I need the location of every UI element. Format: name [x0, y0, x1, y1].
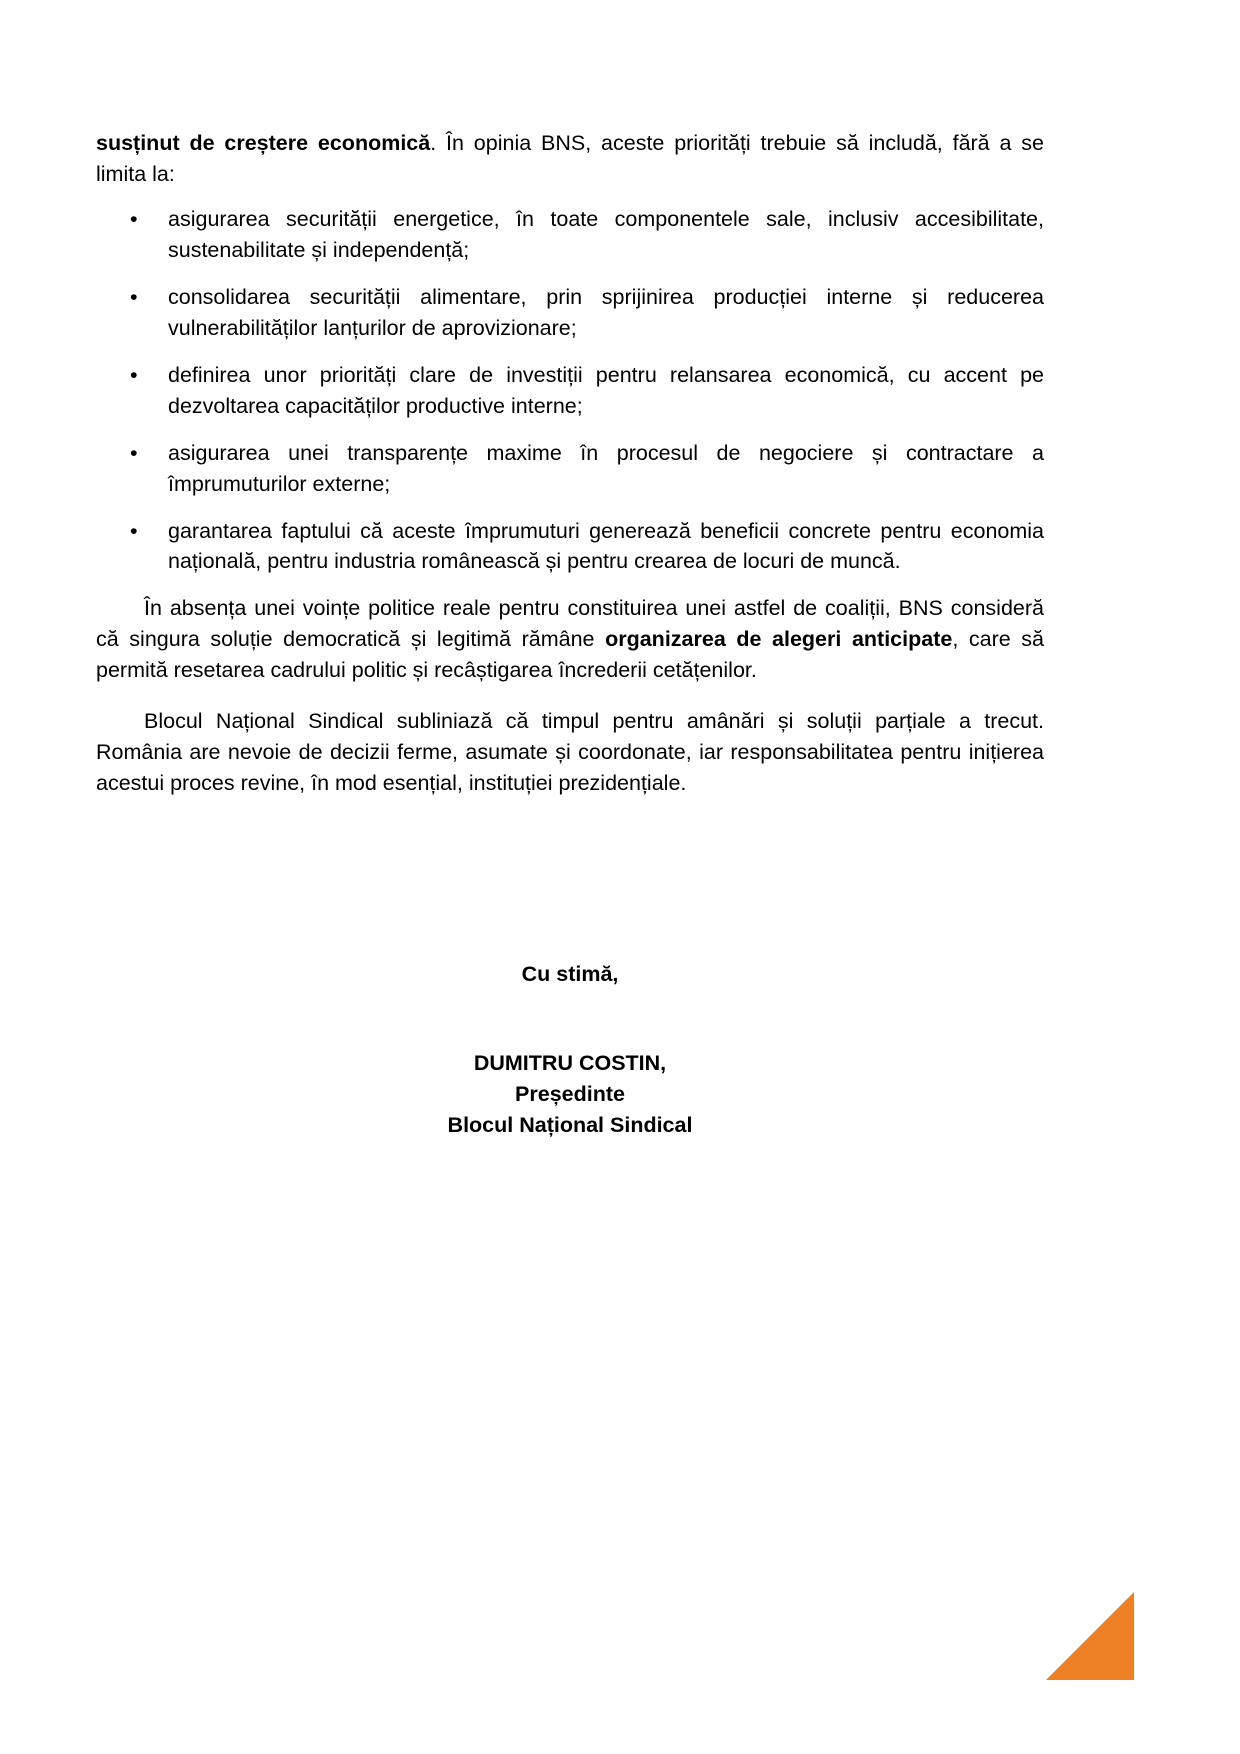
- orange-triangle-icon: [1046, 1592, 1134, 1680]
- list-item: [96, 204, 1044, 266]
- list-item: [96, 360, 1044, 422]
- list-item-text: asigurarea securității energetice, în toate componentele sale, inclusiv accesibilitate, sustenabilitate și independență;: [168, 206, 1044, 262]
- bullet-icon: •: [130, 362, 138, 387]
- intro-paragraph: [96, 128, 1044, 190]
- priorities-list: [96, 204, 1044, 578]
- list-item: [96, 516, 1044, 578]
- signature-details: [96, 1048, 1044, 1141]
- intro-rest: . În opinia BNS, aceste priorități trebuie să includă, fără a se limita la:: [96, 131, 1044, 186]
- paragraph-bold-phrase: organizarea de alegeri anticipate: [605, 627, 953, 652]
- intro-bold-lead: susținut de creștere economică: [96, 131, 431, 155]
- paragraph-text-after: , care să permită resetarea cadrului politic și recâștigarea încrederii cetățenilor.: [96, 627, 1044, 683]
- document-body: [96, 128, 1044, 1141]
- list-item-text: definirea unor priorități clare de investiții pentru relansarea economică, cu accent pe dezvoltarea capacităților productive interne;: [168, 362, 1044, 418]
- list-item-text: consolidarea securității alimentare, prin sprijinirea producției interne și reducerea vulnerabilităților lanțurilor de aprovizionare;: [168, 284, 1044, 340]
- signature-block: [96, 959, 1044, 1141]
- bullet-icon: •: [130, 518, 138, 543]
- list-item-text: asigurarea unei transparențe maxime în procesul de negociere și contractare a împrumuturilor externe;: [168, 440, 1044, 496]
- paragraph-text-before: În absența unei voințe politice reale pentru constituirea unei astfel de coaliții, BNS consideră că singura soluție democratică și legitimă rămâne: [96, 596, 1044, 652]
- signature-organization: Blocul Național Sindical: [447, 1113, 693, 1138]
- list-item: [96, 438, 1044, 500]
- bullet-icon: •: [130, 284, 138, 309]
- corner-triangle-decoration: [1046, 1592, 1134, 1680]
- signature-name: DUMITRU COSTIN,: [473, 1051, 667, 1076]
- paragraph-anticipated-elections: [96, 593, 1044, 686]
- paragraph-closing: Blocul Național Sindical subliniază că timpul pentru amânări și soluții parțiale a trecut. România are nevoie de decizii ferme, asumate și coordonate, iar responsabilitatea pentru inițierea acestui proces revine, în mod esențial, instituției prezidențiale.: [96, 709, 1044, 796]
- bullet-icon: •: [130, 440, 138, 465]
- signature-role: Președinte: [515, 1082, 625, 1107]
- list-item: [96, 282, 1044, 344]
- bullet-icon: •: [130, 206, 138, 231]
- signature-greeting: Cu stimă,: [521, 962, 619, 987]
- list-item-text: garantarea faptului că aceste împrumuturi generează beneficii concrete pentru economia națională, pentru industria românească și pentru crearea de locuri de muncă.: [168, 518, 1044, 574]
